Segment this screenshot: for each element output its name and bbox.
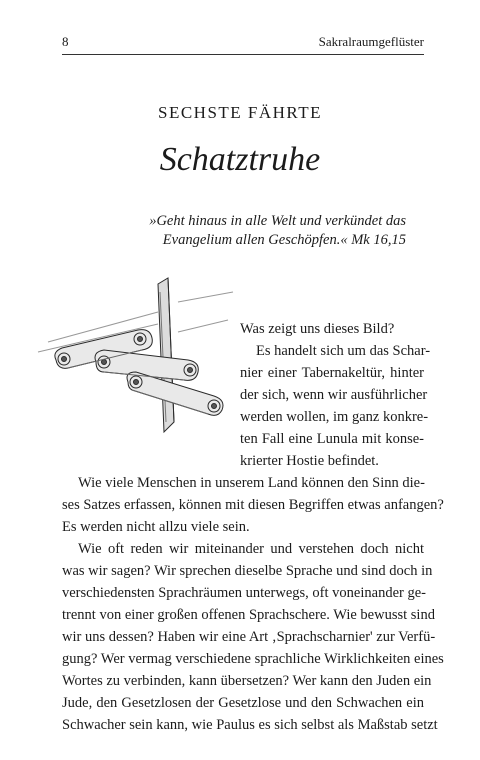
text-line: Was zeigt uns dieses Bild? bbox=[240, 321, 395, 337]
text-line: werden wollen, im ganz konkre- bbox=[240, 409, 429, 425]
text-line: ses Satzes erfassen, können mit diesen Begriffen etwas anfangen? bbox=[62, 497, 444, 513]
motto-line: Evangelium allen Geschöpfen.« Mk 16,15 bbox=[162, 232, 406, 248]
text-line: gung? Wer vermag verschiedene sprachliche Wirklichkeiten eines bbox=[62, 651, 444, 667]
text-line: Es werden nicht allzu viele sein. bbox=[62, 519, 250, 535]
wrapped-paragraph bbox=[240, 318, 431, 472]
text-line: Es handelt sich um das Schar- bbox=[256, 343, 431, 359]
text-line: verschiedensten Sprachräumen unterwegs, oft voneinander ge- bbox=[62, 585, 426, 601]
running-header bbox=[62, 34, 424, 50]
text-line: krierter Hostie befindet. bbox=[240, 453, 379, 469]
motto-line: »Geht hinaus in alle Welt und verkündet das bbox=[149, 213, 406, 229]
text-line: nier einer Tabernakeltür, hinter bbox=[240, 365, 424, 381]
text-line: wir uns dessen? Haben wir eine Art ‚Sprachscharnier' zur Verfü- bbox=[62, 629, 436, 645]
page-number: 8 bbox=[62, 34, 69, 49]
text-line: Schwacher sein kann, wie Paulus es sich selbst als Maßstab setzt bbox=[62, 717, 438, 733]
running-title: Sakralraumgeflüster bbox=[318, 34, 424, 49]
paragraph-2 bbox=[62, 538, 444, 736]
text-line: ten Fall eine Lunula mit konse- bbox=[240, 431, 424, 447]
tabernacle-hinge-drawing-icon bbox=[28, 272, 238, 442]
header-rule bbox=[62, 54, 424, 55]
text-line: trennt von einer großen offenen Sprachschere. Wie bewusst sind bbox=[62, 607, 435, 623]
text-line: Wie oft reden wir miteinander und verstehen doch nicht bbox=[78, 541, 424, 557]
text-line: Wortes zu verbinden, kann übersetzen? Wer kann den Juden ein bbox=[62, 673, 432, 689]
text-line: was wir sagen? Wir sprechen dieselbe Sprache und sind doch in bbox=[62, 563, 433, 579]
text-line: Wie viele Menschen in unserem Land können den Sinn die- bbox=[78, 475, 425, 491]
text-line: der sich, wenn wir ausführlicher bbox=[240, 387, 428, 403]
chapter-title: Schatztruhe bbox=[159, 141, 321, 178]
chapter-label: SECHSTE FÄHRTE bbox=[157, 103, 323, 122]
paragraph-1 bbox=[62, 472, 444, 538]
text-line: Jude, den Gesetzlosen der Gesetzlose und den Schwachen ein bbox=[62, 695, 424, 711]
motto-quote bbox=[90, 212, 406, 250]
